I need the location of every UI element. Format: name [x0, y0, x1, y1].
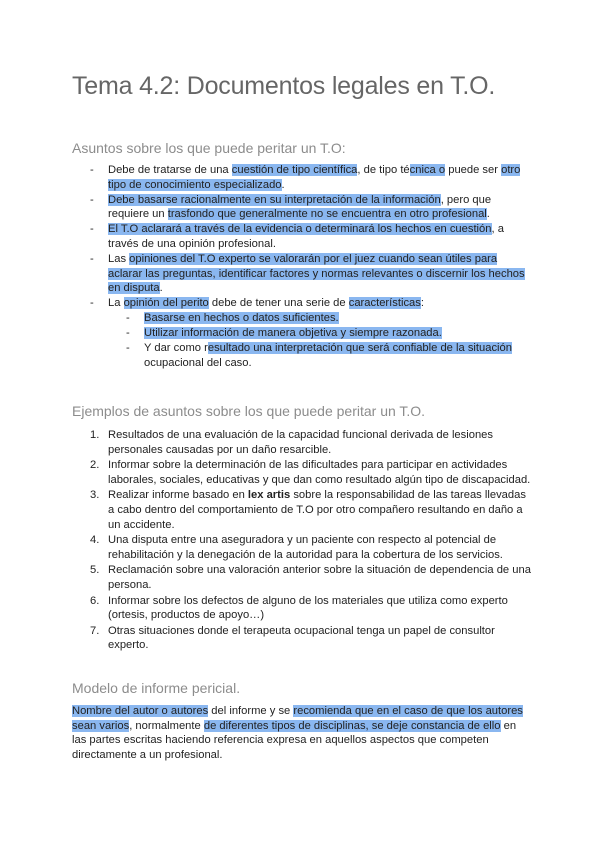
number-marker: 5. [90, 564, 100, 577]
list-item: - El T.O aclarará a través de la evidencia o determinará los hechos en cuestión, a través de una opinión profesional. [90, 223, 504, 250]
dash-marker: - [126, 342, 130, 355]
number-marker: 4. [90, 534, 100, 547]
ejemplos-list [72, 428, 532, 654]
page-title: Tema 4.2: Documentos legales en T.O. [72, 72, 496, 100]
dash-marker: - [90, 253, 94, 266]
section-heading-modelo: Modelo de informe pericial. [72, 680, 241, 696]
list-item: - Debe de tratarse de una cuestión de tipo científica, de tipo técnica o puede ser otro tipo de conocimiento especializado. [90, 164, 521, 191]
dash-marker: - [90, 223, 94, 236]
dash-marker: - [126, 327, 130, 340]
number-marker: 6. [90, 594, 100, 607]
list-item: - La opinión del perito debe de tener una serie de características: - Basarse en hechos o datos suficientes. - Utilizar información de manera objetiva y siempre razonada. - Y dar como resultado una interpretación que será confiable de la situación ocupacional del caso. [72, 296, 532, 370]
number-marker: 1. [90, 429, 100, 441]
asuntos-list [72, 163, 532, 371]
list-item: 7. Otras situaciones donde el terapeuta ocupacional tenga un papel de consultor experto. [90, 624, 495, 652]
number-marker: 7. [90, 624, 100, 637]
sub-list-item: - Y dar como resultado una interpretación que será confiable de la situación ocupacional del caso. [126, 342, 512, 369]
list-item: 4. Una disputa entre una aseguradora y un paciente con respecto al potencial de rehabilitación y la denegación de la autoridad para la cobertura de los servicios. [90, 534, 503, 561]
sub-list-item: - Utilizar información de manera objetiva y siempre razonada. [126, 327, 442, 340]
dash-marker: - [126, 311, 130, 324]
section-heading-asuntos: Asuntos sobre los que puede peritar un T.O: [72, 140, 346, 156]
list-item: 3. Realizar informe basado en lex artis sobre la responsabilidad de las tareas llevadas a cabo dentro del comportamiento de T.O por otro compañero resultando en daño a un accidente. [90, 489, 526, 531]
list-item: - Las opiniones del T.O experto se valorarán por el juez cuando sean útiles para aclarar las preguntas, identificar factores y normas relevantes o discernir los hechos en disputa. [90, 253, 525, 295]
number-marker: 2. [90, 459, 100, 472]
list-item: 1. Resultados de una evaluación de la capacidad funcional derivada de lesiones personales causadas por un daño resarcible. [90, 429, 493, 456]
dash-marker: - [90, 164, 94, 176]
list-item: 2. Informar sobre la determinación de las dificultades para participar en actividades laborales, sociales, educativas y que dan como resultado algún tipo de discapacidad. [90, 459, 531, 486]
modelo-paragraph: Nombre del autor o autores del informe y se recomienda que en el caso de que los autores sean varios, normalmente de diferentes tipos de disciplinas, se deje constancia de ello en las partes escritas haciendo referencia expresa en aquellos aspectos que competen directamente a un profesional. [72, 705, 523, 761]
list-item: 5. Reclamación sobre una valoración anterior sobre la situación de dependencia de una persona. [90, 564, 531, 591]
dash-marker: - [90, 193, 94, 206]
list-item: 6. Informar sobre los defectos de alguno de los materiales que utiliza como experto (ortesis, productos de apoyo…) [90, 594, 508, 622]
section-heading-ejemplos: Ejemplos de asuntos sobre los que puede peritar un T.O. [72, 403, 426, 419]
sub-list-item: - Basarse en hechos o datos suficientes. [126, 311, 339, 324]
list-item: - Debe basarse racionalmente en su interpretación de la información, pero que requiere un trasfondo que generalmente no se encuentra en otro profesional. [90, 193, 492, 221]
dash-marker: - [90, 297, 94, 310]
caracteristicas-sublist [108, 311, 532, 370]
number-marker: 3. [90, 489, 100, 502]
